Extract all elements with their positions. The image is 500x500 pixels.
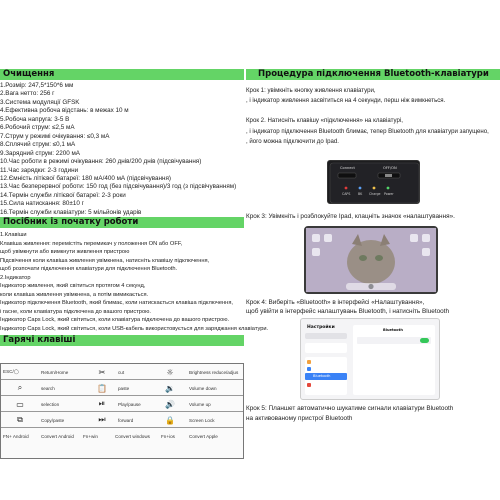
hotkey-row <box>1 396 243 412</box>
bluetooth-row-label: Bluetooth <box>313 374 331 378</box>
guide-line: 1.Клавіши <box>0 232 27 239</box>
hotkey-label: Volume down <box>189 385 217 391</box>
settings-search-field <box>305 333 347 339</box>
step3-line: Крок 3: Увімкніть і розблокуйте Ipad, клацніть значок «налаштування». <box>246 213 455 220</box>
settings-heading: Настройки <box>307 325 335 330</box>
hotkey-label: cut <box>118 369 125 375</box>
ipad-wallpaper-icon <box>306 228 436 292</box>
settings-row-bluetooth[interactable] <box>305 373 347 380</box>
charge-label: Charge <box>369 192 381 196</box>
guide-line: Індикатор підключення Bluetooth, який блимає, коли натискається клавіша підключення, <box>0 300 233 307</box>
hotkey-label: selection <box>41 401 60 407</box>
spec-item: 4.Ефективна робоча відстань: в межах 10 м <box>0 107 129 115</box>
step4-line: Крок 4: Виберіть «Bluetooth» в інтерфейсі «Налаштування», <box>246 299 425 306</box>
ipad-settings-screenshot <box>300 318 440 400</box>
hotkey-label: Convert Apple <box>189 433 218 439</box>
spec-item: 3.Система модуляції GFSK <box>0 98 80 106</box>
bluetooth-toggle[interactable] <box>420 338 429 343</box>
step5-line: на активованому пристрої Bluetooth <box>246 415 353 422</box>
play-pause-icon: ⏯ <box>98 399 106 408</box>
spec-item: 14.Термін служби літієвої батареї: 2-3 роки <box>0 191 126 199</box>
caps-label: CAPS <box>342 192 351 196</box>
bk-label: BK <box>358 192 363 196</box>
hotkey-label: Convert windows <box>115 433 150 439</box>
bluetooth-toggle-row[interactable] <box>357 337 431 344</box>
hotkey-label: Convert Android <box>41 433 74 439</box>
hotkey-key: ESC/◯ <box>3 369 19 374</box>
step2-line: , його можна підключити до Ipad. <box>246 137 339 145</box>
hotkey-label: Screen Lock <box>189 417 215 423</box>
spec-item: 1.Розмір: 247,5*150*6 мм <box>0 82 74 89</box>
specs-title: Очищення <box>0 69 244 80</box>
notifications-icon <box>307 383 311 387</box>
copy-icon: ⧉ <box>17 415 23 424</box>
power-label: Power <box>384 192 394 196</box>
hotkey-row <box>1 428 243 458</box>
guide-title: Посібник із початку роботи <box>0 217 244 228</box>
spec-item: 16.Термін служби клавіатури: 5 мільйонів ударів <box>0 208 142 216</box>
guide-line: і гасне, коли клавіатура підключена до вашого пристрою. <box>0 308 151 315</box>
spec-item: 15.Сила натискання: 80±10 г <box>0 200 84 208</box>
brightness-down-icon: ☼ <box>166 367 174 377</box>
guide-body <box>0 228 269 333</box>
spec-item: 2.Вага нетто: 256 г <box>0 90 55 98</box>
guide-line: Підсвічення коли клавіша живлення увімкнена, натисніть клавішу підключення, <box>0 257 210 264</box>
wifi-icon <box>307 367 311 371</box>
hotkey-row <box>1 412 243 428</box>
spec-item: 9.Зарядний струм: 2200 мА <box>0 149 80 157</box>
spec-item: 13.Час безперервної роботи: 150 год (без підсвічування)/3 год (з підсвічуванням) <box>0 183 237 191</box>
spec-item: 11.Час зарядки: 2-3 години <box>0 166 79 174</box>
hotkey-key: Fn+ios <box>161 433 175 439</box>
spec-item: 7.Струм у режимі очікування: ≤0,3 мА <box>0 132 110 140</box>
guide-line: щоб розпочати підключення клавіатури для підключення Bluetooth. <box>0 266 178 273</box>
hotkey-label: search <box>41 385 55 391</box>
hotkey-label: Play/pause <box>118 401 141 407</box>
paste-icon: 📋 <box>97 383 107 393</box>
guide-line: коли клавіша живлення увімкнена, а потім вимикається. <box>0 291 149 298</box>
search-icon: ⌕ <box>17 383 23 392</box>
airplane-icon <box>307 360 311 364</box>
spec-item: 10.Час роботи в режимі очікування: 260 днів/200 днів (підсвічування) <box>0 158 202 166</box>
hotkey-label: forward <box>118 417 134 423</box>
hotkey-key: FN+ Android <box>3 433 29 439</box>
hotkey-label: Brightness reduce/adjus <box>189 369 239 375</box>
settings-menu-group <box>305 357 347 395</box>
ipad-home-photo <box>304 226 438 294</box>
hotkey-label: Return/Home <box>41 369 69 375</box>
hotkey-label: Copy/paste <box>41 417 65 423</box>
spec-item: 8.Сплячий струм: ≤0,1 мА <box>0 141 76 149</box>
step1-line: , і індикатор живлення засвітиться на 4 секунди, перш ніж вимкнеться. <box>246 97 446 105</box>
spec-item: 5.Робоча напруга: 3-5 В <box>0 115 70 123</box>
step5-line: Крок 5: Планшет автоматично шукатиме сигнали клавіатури Bluetooth <box>246 405 454 412</box>
step4-line: щоб увійти в інтерфейс налаштувань Bluetooth, і натисніть Bluetooth <box>246 308 450 315</box>
keyboard-photo <box>327 160 420 204</box>
hotkey-label: Volume up <box>189 401 211 407</box>
hotkey-key: Fn+win <box>83 433 98 439</box>
power-switch-label: OFF/ON <box>383 166 397 170</box>
guide-line: Індикатор Caps Lock, який світиться, коли клавіатура підключена до вашого пристрою. <box>0 317 230 324</box>
guide-line: Клавіша живлення: перемістіть перемикач у положення ON або OFF, <box>0 240 183 247</box>
left-column <box>0 69 269 346</box>
specs-list <box>0 80 244 217</box>
forward-icon: ⏭ <box>98 415 106 424</box>
settings-detail-pane <box>353 325 435 395</box>
spec-item: 12.Ємність літієвої батареї: 180 мА/400 мА (підсвічування) <box>0 174 171 182</box>
hotkeys-table <box>0 363 244 459</box>
settings-profile-card <box>305 343 347 353</box>
guide-line: 2.Індикатор <box>0 274 31 281</box>
selection-icon: ▭ <box>16 399 24 409</box>
step1-line: Крок 1: увімкніть кнопку живлення клавіатури, <box>246 87 376 94</box>
procedure-title: Процедура підключення Bluetooth-клавіатури <box>246 69 500 80</box>
scissors-icon: ✂ <box>98 367 106 377</box>
hotkey-row <box>1 364 243 380</box>
volume-up-icon: 🔊 <box>165 399 175 409</box>
right-column <box>246 69 500 147</box>
hotkey-label: paste <box>118 385 130 391</box>
hotkey-row <box>1 380 243 396</box>
guide-line: Індикатор живлення, який світиться протягом 4 секунд, <box>0 283 146 290</box>
detail-title: Bluetooth <box>383 328 403 332</box>
step2-line: , і індикатор підключення Bluetooth блимає, тепер Bluetooth для клавіатури запущено, <box>246 127 489 135</box>
step2-line: Крок 2. Натисніть клавішу «підключення» на клавіатурі, <box>246 117 403 125</box>
connect-label: Connect <box>340 166 355 170</box>
guide-line: Індикатор Caps Lock, який світиться, коли USB-кабель використовується для заряджання клавіатури. <box>0 325 269 332</box>
lock-icon: 🔒 <box>165 415 175 425</box>
guide-line: щоб увімкнути або вимкнути живлення пристрою <box>0 249 130 256</box>
hotkeys-title: Гарячі клавіші <box>0 335 244 346</box>
spec-item: 6.Робочий струм: ≤2,5 мА <box>0 124 75 132</box>
volume-down-icon: 🔉 <box>165 383 175 393</box>
